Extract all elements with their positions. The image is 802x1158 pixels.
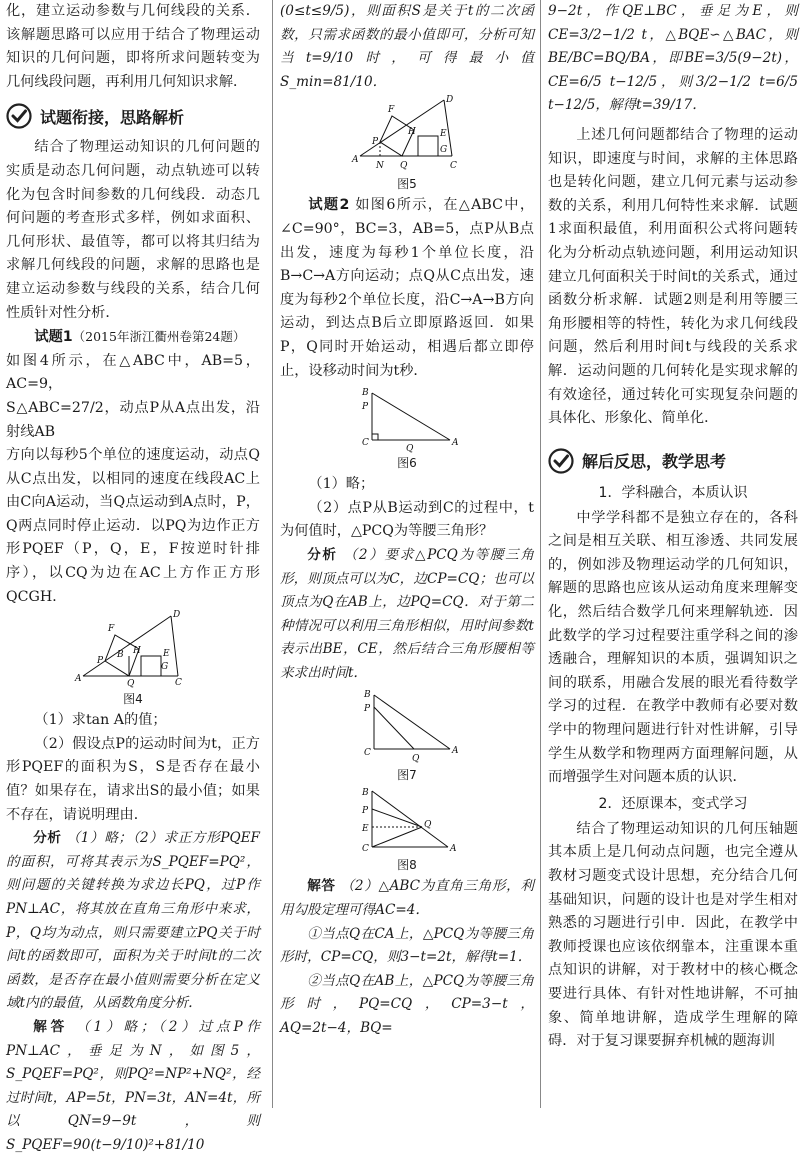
- problem-1-text-c: 方向以每秒5个单位的速度运动，动点Q从C点出发，以相同的速度在线段AC上由C向A运动，当Q点运动到A点时，P，Q两点同时停止运动．以PQ为边作正方形PQEF（P，Q，E，F按逆时针排序），以CQ为边在AC上方作正方形QCGH．: [6, 447, 260, 605]
- figure-caption: 图5: [397, 177, 417, 192]
- svg-text:B: B: [117, 650, 124, 661]
- svg-text:F: F: [108, 624, 115, 635]
- figure-4: [6, 611, 260, 707]
- section-title: 试题衔接，思路解析: [40, 107, 185, 127]
- svg-text:P: P: [362, 402, 369, 413]
- subquestion-1: （1）求tan A的值；: [34, 712, 167, 729]
- problem-label: 试题2: [308, 197, 350, 214]
- figure-caption: 图7: [397, 768, 417, 783]
- section-heading-2: [548, 445, 798, 477]
- subquestion-2: （2）假设点P的运动时间为t，正方形PQEF的面积为S，S是否存在最小值？如果存在，请求出S的最小值；如果不存在，请说明理由．: [6, 735, 260, 823]
- paragraph-intro-tail: 化，建立运动参数与几何线段的关系．该解题思路可以应用于结合了物理运动知识的几何问题，即将所求问题转变为几何线段问题，再利用几何知识求解．: [6, 3, 260, 90]
- svg-text:Q: Q: [412, 754, 420, 765]
- problem-1-text-b: S△ABC=27/2，动点P从A点出发，沿射线AB: [6, 399, 260, 440]
- solution-case-1: ①当点Q在CA上，△PCQ为等腰三角形时，CP=CQ，则3−t=2t，解得t=1．: [280, 925, 534, 966]
- paragraph-summary: 上述几何问题都结合了物理的运动知识，即速度与时间，求解的主体思路也是转化问题，建立几何元素与运动参数的关系，利用几何特性来求解．试题1求面积最值，利用面积公式将问题转化为分析动点轨迹问题，利用运动知识建立几何面积关于时间t的关系式，通过函数分析求解．试题2则是利用等腰三角形腰相等的特性，转化为求几何线段问题，然后利用时间t与线段的关系求解．运动问题的几何转化是实现求解的有效途径，通过转化可实现复杂问题的具体化、形象化、简单化．: [548, 126, 798, 427]
- column-2: [280, 0, 534, 1108]
- svg-text:P: P: [364, 704, 371, 715]
- analysis-label: 分析: [33, 830, 62, 847]
- svg-text:Q: Q: [400, 161, 408, 172]
- column-3: [548, 0, 798, 1108]
- section-title: 解后反思，教学思考: [582, 452, 727, 472]
- subsection-title-2: 2．还原课本，变式学习: [598, 795, 748, 812]
- solution-1: [6, 1016, 260, 1158]
- svg-text:E: E: [440, 129, 447, 140]
- solution-label: 解答: [33, 1018, 68, 1035]
- continued-text: (0≤t≤9/5)，则面积S是关于t的二次函数，只需求函数的最小值即可，分析可知当t=9/10时，可得最小值S_min=81/10．: [280, 3, 534, 90]
- svg-text:D: D: [446, 95, 454, 106]
- solution-label: 解答: [307, 878, 336, 895]
- figure-6-diagram: [352, 385, 462, 455]
- svg-text:A: A: [75, 674, 82, 685]
- svg-text:B: B: [362, 388, 369, 399]
- svg-text:B: B: [364, 690, 371, 701]
- svg-text:Q: Q: [406, 444, 414, 455]
- svg-text:H: H: [408, 127, 416, 138]
- solution-text: （2）△ABC为直角三角形，利用勾股定理可得AC=4．: [280, 878, 535, 919]
- svg-text:A: A: [452, 438, 459, 449]
- check-circle-icon: [548, 448, 574, 474]
- analysis-label: 分析: [307, 546, 338, 563]
- svg-text:G: G: [161, 662, 169, 673]
- svg-text:N: N: [376, 161, 384, 172]
- analysis-text: （2）要求△PCQ为等腰三角形，则顶点可以为C，边CP=CQ；也可以顶点为Q在AB上，边PQ=CQ．对于第二种情况可以利用三角形相似，用时间参数t表示出BE，CE，然后结合三角形腰相等来求出时间t．: [280, 546, 535, 681]
- paragraph: 结合了物理运动知识的几何压轴题其本质上是几何动点问题，也完全遵从教材习题变式设计思想，充分结合几何基础知识，问题的设计也是对学生相对熟悉的习题进行引申．因此，在教学中教师授课也应该依纲靠本，注重课本重点知识的讲解，对于教材中的核心概念要进行具体、有针对性地讲解，不可抽象、简单地讲解，造成学生理解的障碍．对于复习课要摒弃机械的题海训: [548, 820, 798, 1050]
- svg-text:C: C: [450, 161, 457, 172]
- svg-text:A: A: [452, 746, 459, 757]
- svg-text:P: P: [372, 137, 379, 148]
- continued-text: 9−2t，作QE⊥BC，垂足为E，则CE=3/2−1/2 t，△BQE∽△BAC，则BE/BC=BQ/BA，即BE=3/5(9−2t)，CE=6/5 t−12/5，则3/2−1/2 t=6/5 t−12/5，解得t=39/17．: [548, 3, 798, 114]
- svg-text:A: A: [352, 155, 359, 166]
- section-heading-1: [6, 100, 260, 132]
- paragraph: 中学学科都不是独立存在的，各科之间是相互关联、相互渗透、共同发展的，例如涉及物理运动学的几何知识，解题的思路也应该从运动角度来理解变化，然后结合数学几何来理解轨迹．因此数学的学习过程要注重学科之间的渗透融合，理解知识的本质，强调知识之间的联系，用融合发展的眼光看待数学学习的过程．在教学中教师有必要对数学中的物理问题进行针对性讲解，引导学生从数学和物理两方面理解问题，从而增强学生对问题本质的认识．: [548, 509, 798, 786]
- svg-text:B: B: [362, 788, 369, 799]
- figure-6: [280, 385, 534, 471]
- solution-text: （1）略；（2）过点P作PN⊥AC，垂足为N，如图5，S_PQEF=PQ²，则PQ²=NP²+NQ²，经过时间t，AP=5t，PN=3t，AN=4t，所以QN=9−9t，则S_PQEF=90(t−9/10)²+81/10: [6, 1018, 261, 1153]
- problem-source: （2015年浙江衢州卷第24题）: [72, 329, 246, 345]
- analysis-2: [280, 544, 534, 686]
- problem-label: 试题1: [34, 329, 73, 346]
- subsection-title-1: 1．学科融合，本质认识: [598, 484, 748, 501]
- svg-text:C: C: [364, 748, 371, 759]
- figure-7: [280, 687, 534, 783]
- analysis-1: [6, 827, 260, 1016]
- problem-1-text-a: 如图4所示，在△ABC中，AB=5，AC=9，: [6, 352, 260, 393]
- svg-text:P: P: [97, 656, 104, 667]
- svg-text:C: C: [362, 438, 369, 449]
- paragraph: 结合了物理运动知识的几何问题的实质是动态几何问题，动点轨迹可以转化为包含时间参数的几何线段．动态几何问题的考查形式多样，例如求面积、几何形状、最值等，都可以将其归结为求解几何线段的问题，求解的思路也是建立运动参数与线段的关系，结合几何性质针对性分析．: [6, 139, 260, 321]
- svg-text:Q: Q: [424, 820, 432, 831]
- figure-5-diagram: [352, 96, 462, 176]
- analysis-text: （1）略；（2）求正方形PQEF的面积，可将其表示为S_PQEF=PQ²，则问题的关键转换为求边长PQ，过P作PN⊥AC，将其放在直角三角形中来求，P，Q均为动点，则只需要建立PQ关于时间t的函数即可，面积为关于时间t的二次函数，是否存在最小值则需要分析在定义域t内的最值，从函数角度分析．: [6, 830, 260, 1012]
- problem-1-header: [6, 325, 260, 350]
- svg-text:F: F: [388, 105, 395, 116]
- svg-text:D: D: [173, 610, 181, 621]
- figure-4-diagram: [73, 611, 193, 691]
- problem-2: [280, 194, 534, 383]
- svg-text:P: P: [362, 806, 369, 817]
- problem-text: 如图6所示，在△ABC中，∠C=90°，BC=3，AB=5，点P从B点出发，速度为每秒1个单位长度，沿B→C→A方向运动；点Q从C点出发，速度为每秒2个单位长度，沿C→A→B方向运动，到达点B后立即原路返回．如果P，Q同时开始运动，相遇后都立即停止，设移动时间为t秒．: [280, 197, 535, 379]
- svg-text:C: C: [362, 844, 369, 855]
- figure-8: [280, 785, 534, 873]
- svg-text:Q: Q: [127, 679, 135, 690]
- subquestion-1: （1）略；: [308, 476, 375, 493]
- figure-5: [280, 96, 534, 192]
- figure-8-diagram: [352, 785, 462, 857]
- svg-text:E: E: [362, 824, 369, 835]
- solution-2: [280, 875, 534, 922]
- column-1: [6, 0, 261, 1153]
- solution-case-2: ②当点Q在AB上，△PCQ为等腰三角形时，PQ=CQ，CP=3−t，AQ=2t−4，BQ=: [280, 972, 534, 1037]
- figure-caption: 图6: [397, 456, 417, 471]
- figure-7-diagram: [352, 687, 462, 767]
- subquestion-2: （2）点P从B运动到C的过程中，t为何值时，△PCQ为等腰三角形？: [280, 499, 534, 540]
- svg-text:C: C: [175, 678, 182, 689]
- figure-caption: 图4: [123, 692, 143, 707]
- svg-text:G: G: [440, 145, 448, 156]
- svg-text:E: E: [163, 649, 170, 660]
- svg-text:H: H: [133, 646, 141, 657]
- figure-caption: 图8: [397, 858, 417, 873]
- check-circle-icon: [6, 103, 32, 129]
- svg-text:A: A: [450, 844, 457, 855]
